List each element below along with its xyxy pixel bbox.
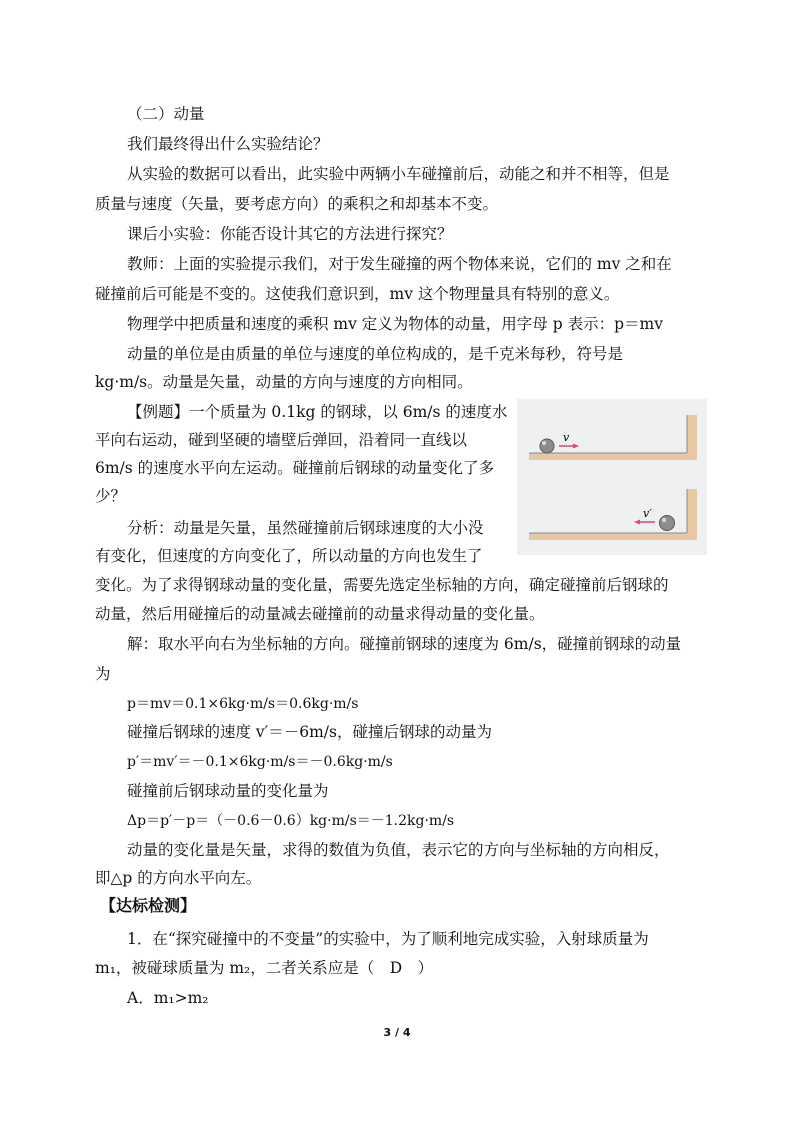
collision-diagram <box>517 399 707 555</box>
solution-line: 碰撞后钢球的速度 v′＝－6m/s，碰撞后钢球的动量为 <box>127 723 492 741</box>
ball-after <box>660 516 675 531</box>
section-title: （二）动量 <box>127 105 205 123</box>
analysis-line: 变化。为了求得钢球动量的变化量，需要先选定坐标轴的方向，确定碰撞前后钢球的 <box>95 576 669 594</box>
option-line: A．m₁>m₂ <box>127 989 209 1007</box>
analysis-line: 有变化，但速度的方向变化了，所以动量的方向也发生了 <box>95 547 483 565</box>
paragraph-line: 质量与速度（矢量，要考虑方向）的乘积之和却基本不变。 <box>95 195 499 213</box>
equation-line: Δp＝p′－p＝（－0.6－0.6）kg·m/s＝－1.2kg·m/s <box>127 813 455 829</box>
example-line: 平向右运动，碰到坚硬的墙壁后弹回，沿着同一直线以 <box>95 431 468 449</box>
solution-line: 动量的变化量是矢量，求得的数值为负值，表示它的方向与坐标轴的方向相反， <box>127 841 670 859</box>
velocity-label-v-prime: v′ <box>643 507 652 520</box>
velocity-label-v: v <box>563 431 570 444</box>
paragraph-line: 教师：上面的实验提示我们，对于发生碰撞的两个物体来说，它们的 mv 之和在 <box>127 255 672 273</box>
example-line: 【例题】一个质量为 0.1kg 的钢球，以 6m/s 的速度水 <box>127 403 508 421</box>
paragraph-line: 课后小实验：你能否设计其它的方法进行探究？ <box>127 225 453 243</box>
wall-top <box>687 415 697 460</box>
paragraph-line: 我们最终得出什么实验结论？ <box>127 135 329 153</box>
analysis-line: 分析：动量是矢量，虽然碰撞前后钢球速度的大小没 <box>127 519 484 537</box>
paragraph-line: 动量的单位是由质量的单位与速度的单位构成的，是千克米每秒，符号是 <box>127 345 624 363</box>
example-line: 少？ <box>95 487 127 505</box>
paragraph-line: kg·m/s。动量是矢量，动量的方向与速度的方向相同。 <box>95 373 473 391</box>
example-line: 6m/s 的速度水平向左运动。碰撞前后钢球的动量变化了多 <box>95 459 495 477</box>
question-line: m₁，被碰球质量为 m₂，二者关系应是（ D ） <box>95 959 434 977</box>
question-line: 1．在“探究碰撞中的不变量”的实验中，为了顺利地完成实验，入射球质量为 <box>127 930 649 948</box>
solution-line: 碰撞前后钢球动量的变化量为 <box>127 782 329 800</box>
floor-top <box>529 453 697 460</box>
ball-before <box>540 439 554 453</box>
solution-line: 为 <box>95 665 111 683</box>
equation-line: p′＝mv′＝－0.1×6kg·m/s＝－0.6kg·m/s <box>127 754 393 770</box>
paragraph-line: 从实验的数据可以看出，此实验中两辆小车碰撞前后，动能之和并不相等，但是 <box>127 165 670 183</box>
collision-figure <box>517 399 707 555</box>
floor-bottom <box>529 533 697 540</box>
section-heading-test: 【达标检测】 <box>100 896 197 915</box>
analysis-line: 动量，然后用碰撞后的动量减去碰撞前的动量求得动量的变化量。 <box>95 605 545 623</box>
wall-bottom <box>687 489 697 540</box>
equation-line: p＝mv＝0.1×6kg·m/s＝0.6kg·m/s <box>127 696 359 712</box>
paragraph-line: 碰撞前后可能是不变的。这使我们意识到，mv 这个物理量具有特别的意义。 <box>95 285 620 303</box>
solution-line: 解：取水平向右为坐标轴的方向。碰撞前钢球的速度为 6m/s，碰撞前钢球的动量 <box>127 635 682 653</box>
page-number: 3 / 4 <box>383 1026 411 1039</box>
paragraph-line: 物理学中把质量和速度的乘积 mv 定义为物体的动量，用字母 p 表示：p＝mv <box>127 315 663 333</box>
solution-line: 即△p 的方向水平向左。 <box>95 869 262 887</box>
